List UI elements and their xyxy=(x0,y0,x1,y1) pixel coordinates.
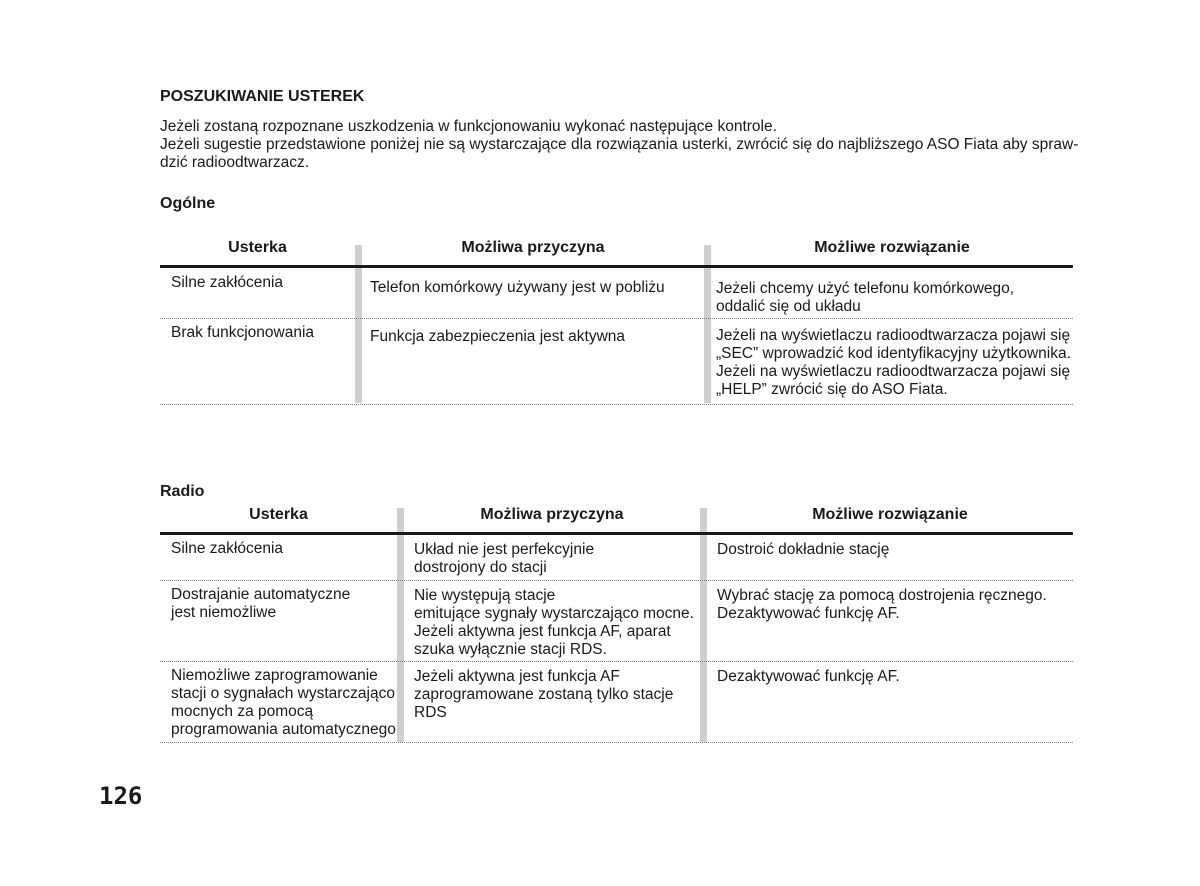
radio-column-divider-2 xyxy=(700,508,707,742)
radio-column-divider-1 xyxy=(397,508,404,742)
radio-row-1-fault: Silne zakłócenia xyxy=(171,540,284,557)
radio-row-separator-2 xyxy=(160,661,1073,662)
radio-row-2-cause: Nie występują stacje emitujące sygnały wystarczająco mocne. Jeżeli aktywna jest funkcja AF, aparat szuka wyłącznie stacji RDS. xyxy=(414,587,694,658)
radio-row-separator-1 xyxy=(160,580,1073,581)
general-row-separator xyxy=(160,318,1073,319)
radio-row-3-fault: Niemożliwe zaprogramowanie stacji o sygnałach wystarczająco mocnych za pomocą programowania automatycznego xyxy=(171,667,396,738)
radio-table-bottom-rule xyxy=(160,742,1073,743)
radio-row-2-fault: Dostrajanie automatyczne jest niemożliwe xyxy=(171,586,351,621)
radio-header-solution: Możliwe rozwiązanie xyxy=(812,506,968,523)
general-header-rule xyxy=(160,265,1073,268)
radio-header-rule xyxy=(160,532,1073,535)
radio-header-fault: Usterka xyxy=(249,506,308,523)
general-header-cause: Możliwa przyczyna xyxy=(461,239,605,256)
general-column-divider-1 xyxy=(355,245,362,403)
general-row-2-solution: Jeżeli na wyświetlaczu radioodtwarzacza pojawi się „SEC” wprowadzić kod identyfikacyjny użytkownika. Jeżeli na wyświetlaczu radioodtwarzacza pojawi się „HELP” zwrócić się do ASO Fiata. xyxy=(716,327,1071,398)
general-row-1-solution: Jeżeli chcemy użyć telefonu komórkowego, oddalić się od układu xyxy=(716,280,1015,315)
general-row-1-fault: Silne zakłócenia xyxy=(171,274,284,291)
general-section-title: Ogólne xyxy=(160,195,216,212)
intro-line-1: Jeżeli zostaną rozpoznane uszkodzenia w funkcjonowaniu wykonać następujące kontrole. xyxy=(160,118,777,135)
general-table-bottom-rule xyxy=(160,404,1073,405)
page-number: 126 xyxy=(99,782,143,810)
radio-row-3-cause: Jeżeli aktywna jest funkcja AF zaprogramowane zostaną tylko stacje RDS xyxy=(414,668,674,721)
general-column-divider-2 xyxy=(704,245,711,403)
radio-row-1-cause: Układ nie jest perfekcyjnie dostrojony do stacji xyxy=(414,541,595,576)
intro-line-2: Jeżeli sugestie przedstawione poniżej nie są wystarczające dla rozwiązania usterki, zwrócić się do najbliższego ASO Fiata aby spraw- xyxy=(160,136,1079,153)
general-row-2-cause: Funkcja zabezpieczenia jest aktywna xyxy=(370,328,626,345)
section-heading: POSZUKIWANIE USTEREK xyxy=(160,88,365,105)
radio-row-2-solution: Wybrać stację za pomocą dostrojenia ręcznego. Dezaktywować funkcję AF. xyxy=(717,587,1047,622)
general-header-solution: Możliwe rozwiązanie xyxy=(814,239,970,256)
radio-row-3-solution: Dezaktywować funkcję AF. xyxy=(717,668,900,685)
radio-row-1-solution: Dostroić dokładnie stację xyxy=(717,541,890,558)
intro-line-3: dzić radioodtwarzacz. xyxy=(160,154,310,171)
radio-section-title: Radio xyxy=(160,483,205,500)
general-header-fault: Usterka xyxy=(228,239,287,256)
general-row-2-fault: Brak funkcjonowania xyxy=(171,324,315,341)
radio-header-cause: Możliwa przyczyna xyxy=(480,506,624,523)
general-row-1-cause: Telefon komórkowy używany jest w pobliżu xyxy=(370,279,665,296)
